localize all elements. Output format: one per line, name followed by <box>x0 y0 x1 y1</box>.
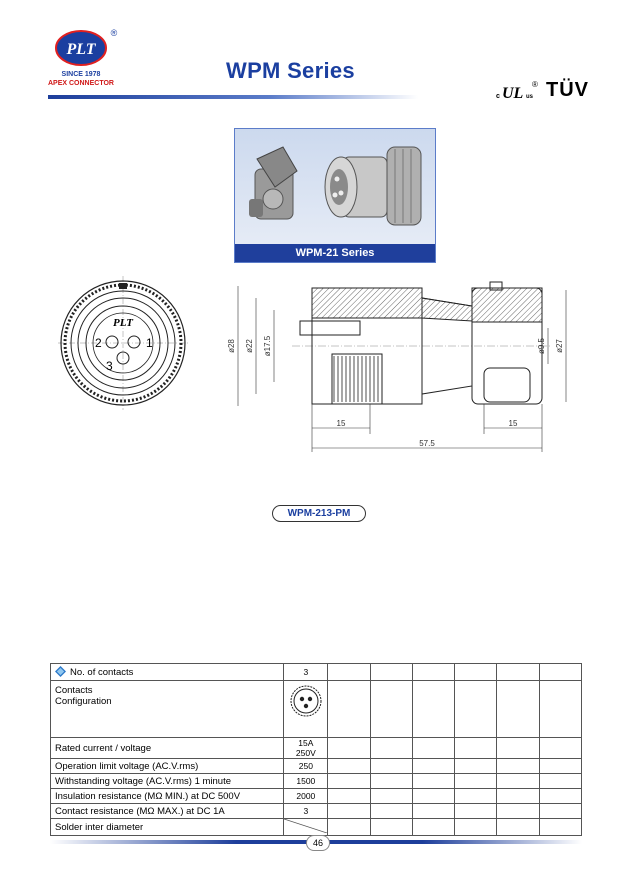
diamond-bullet-icon <box>55 666 66 677</box>
dim-d22: ø22 <box>245 339 254 353</box>
plt-logo <box>48 26 120 92</box>
front-logo: PLT <box>113 317 133 329</box>
table-header-row <box>51 664 582 681</box>
svg-text:®: ® <box>532 80 538 89</box>
svg-text:us: us <box>526 94 534 100</box>
page-number: 46 <box>306 835 330 851</box>
logo-registered: ® <box>110 28 118 38</box>
config-label-2: Configuration <box>55 696 112 707</box>
header-label-cell <box>51 664 284 681</box>
svg-text:UL: UL <box>502 85 524 102</box>
tuv-cert: TÜV <box>546 79 589 101</box>
row-label: Contact resistance (MΩ MAX.) at DC 1A <box>51 804 284 819</box>
table-row <box>51 738 582 759</box>
table-row <box>51 819 582 836</box>
logo-company: APEX CONNECTOR <box>48 80 114 87</box>
row-value: 3 <box>284 804 328 819</box>
spec-table <box>50 663 582 836</box>
dim-d27: ø27 <box>555 339 564 353</box>
pin-label-1: 1 <box>146 336 153 350</box>
table-row <box>51 759 582 774</box>
part-number-label: WPM-213-PM <box>272 505 366 522</box>
row-value: 15A 250V <box>284 738 328 759</box>
pin-label-3: 3 <box>106 359 113 373</box>
row-label: Solder inter diameter <box>51 819 284 836</box>
dim-15-left: 15 <box>336 419 346 428</box>
row-value: 1500 <box>284 774 328 789</box>
pin-label-2: 2 <box>95 336 102 350</box>
row-label: Withstanding voltage (AC.V.rms) 1 minute <box>51 774 284 789</box>
contacts-count: 3 <box>284 664 328 681</box>
logo-text: PLT <box>66 41 96 58</box>
row-value: 2000 <box>284 789 328 804</box>
svg-text:c: c <box>496 93 500 100</box>
row-label: Rated current / voltage <box>51 738 284 759</box>
table-row <box>51 774 582 789</box>
row-value <box>284 819 328 836</box>
contact-config-icon <box>289 684 323 718</box>
dim-d28: ø28 <box>227 339 236 353</box>
diagonal-slash <box>284 819 327 833</box>
photo-caption: WPM-21 Series <box>235 244 435 262</box>
config-label-1: Contacts <box>55 685 93 696</box>
table-row <box>51 789 582 804</box>
header-label: No. of contacts <box>70 667 134 678</box>
row-label: Operation limit voltage (AC.V.rms) <box>51 759 284 774</box>
dim-d17-5: ø17.5 <box>263 335 272 357</box>
logo-since: SINCE 1978 <box>61 71 101 78</box>
row-value: 250 <box>284 759 328 774</box>
header-divider <box>48 95 418 99</box>
side-view-drawing <box>222 276 582 456</box>
product-photo <box>234 128 436 263</box>
table-row <box>51 681 582 738</box>
front-view-drawing <box>58 276 188 410</box>
row-label: Insulation resistance (MΩ MIN.) at DC 500V <box>51 789 284 804</box>
connector-photo-image <box>235 129 435 244</box>
page-title: WPM Series <box>226 58 355 83</box>
dim-d9-5: ø9.5 <box>537 337 546 355</box>
dim-15-right: 15 <box>508 419 518 428</box>
dim-57-5: 57.5 <box>419 439 435 448</box>
table-row <box>51 804 582 819</box>
